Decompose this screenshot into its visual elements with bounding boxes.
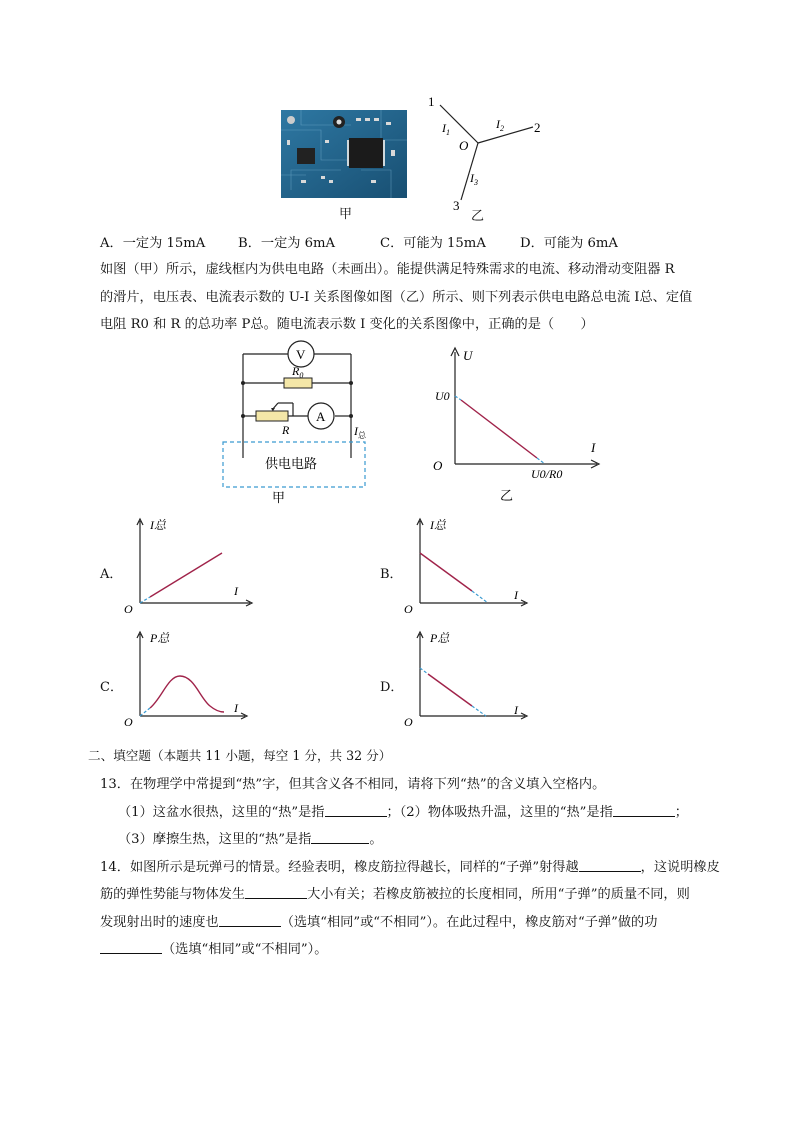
junction-o-label: O — [459, 138, 469, 153]
svg-text:I1: $I_1$ — [442, 121, 450, 137]
graph-i-axis-label: I — [591, 440, 596, 455]
graph-caption-yi: 乙 — [500, 488, 514, 503]
d-y-axis-label: P总 — [430, 631, 450, 645]
q14-blank-2[interactable] — [245, 886, 307, 899]
q12-option-d-label: D． — [380, 680, 404, 695]
c-y-axis-label: P总 — [150, 631, 170, 645]
section-heading-fill-in: 二、填空题（本题共 11 小题，每空 1 分，共 32 分） — [88, 748, 392, 763]
supply-circuit-label: 供电电路 — [265, 456, 318, 471]
voltmeter-symbol: V — [296, 347, 306, 362]
svg-text:I3: $I_3$ — [470, 171, 478, 187]
q13-part1-text: （1）这盆水很热，这里的“热”是指 — [118, 805, 325, 820]
svg-text:I总: $I_总$ — [354, 424, 366, 440]
svg-text:I2: $I_2$ — [496, 117, 504, 133]
circuit-board-photo — [281, 110, 407, 198]
q12-option-b-graph — [400, 515, 540, 615]
graph-u-axis-label: U — [463, 348, 473, 363]
q13-line3: （3）摩擦生热，这里的“热”是指 。 — [118, 832, 383, 847]
b-y-axis-label: I总 — [430, 518, 446, 532]
u0-r0-label: U0/R0 — [531, 467, 563, 481]
q12-option-a-graph — [120, 515, 260, 615]
i3-label: I — [470, 171, 474, 185]
c-origin-label: O — [124, 715, 133, 728]
q13-part3-text: （3）摩擦生热，这里的“热”是指 — [118, 832, 312, 847]
b-origin-label: O — [404, 602, 413, 615]
a-origin-label: O — [124, 602, 133, 615]
c-x-axis-label: I — [234, 701, 238, 715]
a-x-axis-label: I — [234, 584, 238, 598]
q13-blank-2[interactable] — [613, 804, 675, 817]
q12-ui-graph — [425, 340, 605, 510]
q12-option-d-graph — [400, 628, 540, 728]
q11-option-c: C．可能为 15mA — [380, 236, 486, 251]
figure-caption-jia: 甲 — [339, 207, 353, 222]
d-x-axis-label: I — [514, 703, 518, 717]
q12-option-c-label: C． — [100, 680, 123, 695]
q14-line3: 发现射出时的速度也 （选填“相同”或“不相同”）。在此过程中，橡皮筋对“子弹”做的功 — [100, 915, 658, 930]
q12-line2: 的滑片，电压表、电流表示数的 U-I 关系图像如图（乙）所示、则下列表示供电电路总电流 I总、定值 — [100, 290, 693, 305]
q13-part2-text: ；（2）物体吸热升温，这里的“热”是指 — [386, 805, 613, 820]
i-total-label: I — [354, 424, 358, 438]
q13-line1: 13．在物理学中常提到“热”字，但其含义各不相同，请将下列“热”的含义填入空格内。 — [100, 777, 606, 792]
u0-label: U0 — [435, 389, 450, 403]
node-2-label: 2 — [534, 120, 541, 135]
graph-origin-label: O — [433, 458, 443, 473]
figure-caption-yi: 乙 — [471, 209, 485, 224]
i2-label: I — [496, 117, 500, 131]
q12-line1: 如图（甲）所示，虚线框内为供电电路（未画出）。能提供满足特殊需求的电流、移动滑动变阻器 R — [100, 262, 675, 277]
q14-line2: 筋的弹性势能与物体发生 大小有关；若橡皮筋被拉的长度相同，所用“子弹”的质量不同，则 — [100, 887, 690, 902]
q14-blank-3[interactable] — [219, 914, 281, 927]
q11-option-a: A．一定为 15mA — [100, 236, 206, 251]
q11-option-b: B．一定为 6mA — [238, 236, 336, 251]
q14-blank-4[interactable] — [100, 941, 162, 954]
ammeter-symbol: A — [316, 409, 326, 424]
r-label: R — [282, 423, 290, 437]
node-1-label: 1 — [428, 94, 435, 109]
q13-blank-1[interactable] — [325, 804, 387, 817]
node-3-label: 3 — [453, 198, 460, 213]
q13-blank-3[interactable] — [311, 831, 369, 844]
q12-option-c-graph — [120, 628, 260, 728]
q11-option-d: D．可能为 6mA — [520, 236, 618, 251]
i1-label: I — [442, 121, 446, 135]
q14-blank-1[interactable] — [579, 859, 641, 872]
r0-label: R — [292, 364, 300, 378]
q12-circuit-diagram — [218, 338, 378, 508]
q12-option-b-label: B． — [380, 567, 403, 582]
q13-line2: （1）这盆水很热，这里的“热”是指 ；（2）物体吸热升温，这里的“热”是指 ； — [118, 805, 688, 820]
b-x-axis-label: I — [514, 588, 518, 602]
svg-text:R0: $R_0$ — [292, 364, 304, 380]
q14-line4: （选填“相同”或“不相同”）。 — [100, 938, 327, 957]
current-junction-diagram — [420, 90, 550, 220]
a-y-axis-label: I总 — [150, 518, 166, 532]
q14-line1: 14．如图所示是玩弹弓的情景。经验表明，橡皮筋拉得越长，同样的“子弹”射得越 ，这说明橡皮 — [100, 860, 720, 875]
q12-option-a-label: A． — [100, 567, 123, 582]
q12-line3: 电阻 R0 和 R 的总功率 P总。随电流表示数 I 变化的关系图像中，正确的是（ ） — [100, 317, 594, 332]
d-origin-label: O — [404, 715, 413, 728]
circuit-caption-jia: 甲 — [272, 490, 286, 505]
